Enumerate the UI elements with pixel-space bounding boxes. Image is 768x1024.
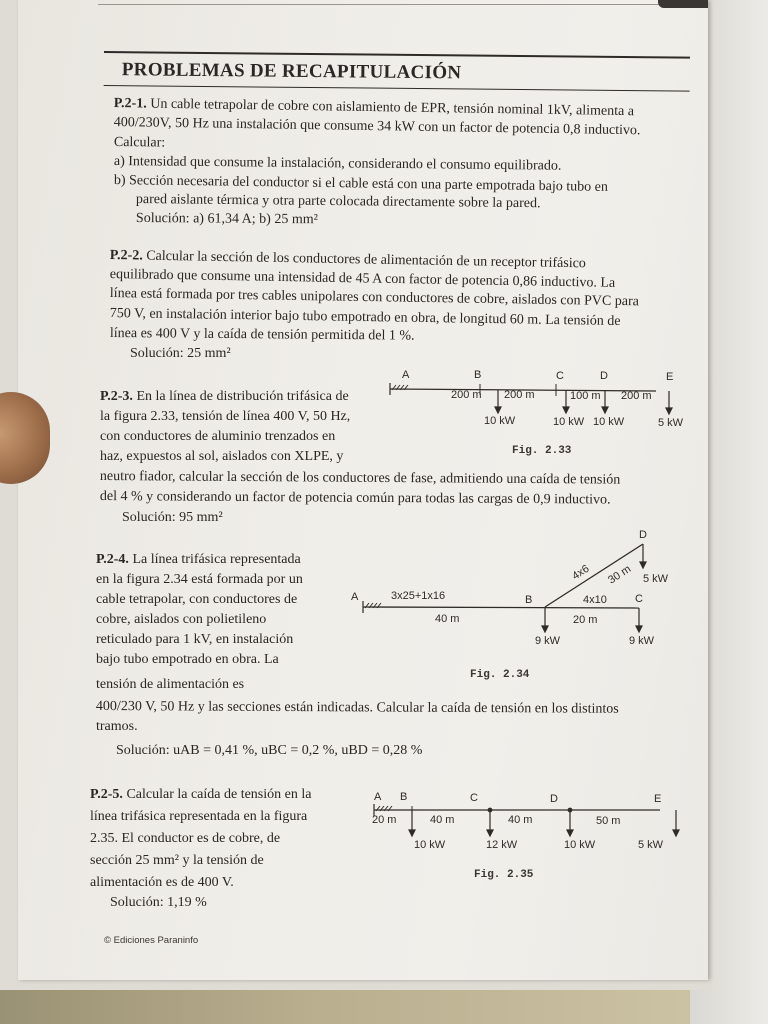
text-line: alimentación es de 400 V.: [90, 875, 234, 890]
section-label: 4x10: [583, 594, 607, 606]
text-line: Un cable tetrapolar de cobre con aislamiento de EPR, tensión nominal 1kV, alimenta a: [150, 96, 635, 120]
load-label: 5 kW: [638, 839, 664, 851]
length-label: 50 m: [596, 815, 621, 827]
text-line: a) Intensidad que consume la instalación, considerando el consumo equilibrado.: [113, 153, 562, 174]
problem-label: P.2-5.: [90, 787, 123, 802]
book-page: [18, 0, 708, 980]
length-label: 30 m: [606, 563, 634, 587]
publisher-footer: © Ediciones Paraninfo: [104, 935, 199, 946]
text-line: pared aislante térmica y otra parte colocada directamente sobre la pared.: [135, 191, 541, 212]
load-label: 12 kW: [486, 839, 518, 851]
solution: Solución: a) 61,34 A; b) 25 mm²: [135, 210, 318, 228]
problem-label: P.2-3.: [100, 389, 133, 404]
length-label: 200 m: [621, 390, 652, 402]
node-label: D: [639, 529, 647, 541]
text-line: reticulado para 1 kV, en instalación: [96, 632, 294, 647]
text-line: 2.35. El conductor es de cobre, de: [90, 831, 281, 846]
load-label: 10 kW: [484, 415, 516, 427]
figure-caption: Fig. 2.35: [474, 869, 534, 881]
figure-2-34-diagram: [343, 526, 669, 656]
text-line: 400/230 V, 50 Hz y las secciones están indicadas. Calcular la caída de tensión en los distintos: [95, 699, 619, 717]
figure-2-35-diagram: [358, 786, 678, 861]
text-line: línea es 400 V y la caída de tensión permitida del 1 %.: [109, 325, 415, 344]
text-line: neutro fiador, calcular la sección de los conductores de fase, admitiendo una caída de tensión: [99, 468, 621, 488]
node-label: C: [470, 792, 478, 804]
text-line: La línea trifásica representada: [132, 552, 301, 567]
text-line: tensión de alimentación es: [96, 677, 245, 692]
length-label: 40 m: [435, 613, 460, 625]
desk-surface: [0, 985, 768, 1024]
text-line: en la figura 2.34 está formada por un: [96, 572, 303, 587]
node-label: D: [600, 370, 608, 382]
text-line: cable tetrapolar, con conductores de: [96, 592, 298, 607]
node-label: D: [550, 793, 558, 805]
load-label: 5 kW: [658, 417, 684, 429]
solution: Solución: 95 mm²: [122, 510, 223, 525]
length-label: 200 m: [451, 389, 482, 401]
text-line: tramos.: [96, 719, 138, 734]
node-label: B: [474, 369, 482, 381]
load-label: 10 kW: [553, 416, 585, 428]
text-line: línea está formada por tres cables unipolares con conductores de cobre, aislados con PVC para: [109, 285, 639, 310]
section-header: [104, 51, 690, 92]
load-label: 5 kW: [643, 573, 669, 585]
text-line: línea trifásica representada en la figura: [90, 809, 308, 824]
text-line: 400/230V, 50 Hz una instalación que consume 34 kW con un factor de potencia 0,8 inductivo.: [113, 114, 641, 139]
length-label: 100 m: [570, 390, 601, 402]
node-label: C: [556, 370, 564, 382]
load-label: 9 kW: [629, 635, 655, 647]
length-label: 200 m: [504, 389, 535, 401]
load-label: 10 kW: [414, 839, 446, 851]
length-label: 20 m: [372, 814, 397, 826]
top-rule: [98, 4, 698, 5]
length-label: 40 m: [430, 814, 455, 826]
load-label: 10 kW: [593, 416, 625, 428]
solution: Solución: uAB = 0,41 %, uBC = 0,2 %, uBD = 0,28 %: [116, 743, 423, 758]
solution: Solución: 25 mm²: [130, 346, 231, 361]
figure-caption: Fig. 2.34: [470, 669, 530, 681]
text-line: equilibrado que consume una intensidad de 45 A con factor de potencia 0,86 inductivo. La: [109, 266, 616, 291]
problem-label: P.2-1.: [113, 95, 147, 112]
text-line: Calcular la sección de los conductores de alimentación de un receptor trifásico: [146, 248, 586, 272]
figure-2-33-diagram: [388, 364, 688, 434]
node-label: C: [635, 593, 643, 605]
text-line: del 4 % y considerando un factor de potencia común para todas las cargas de 0,9 inductivo.: [99, 488, 611, 508]
node-label: A: [351, 591, 359, 603]
figure-caption: Fig. 2.33: [512, 445, 572, 457]
node-label: A: [374, 791, 382, 803]
node-label: B: [400, 791, 408, 803]
text-line: En la línea de distribución trifásica de: [136, 389, 349, 404]
text-line: 750 V, en instalación interior bajo tubo empotrado en obra, de longitud 60 m. La tensión de: [109, 305, 621, 330]
text-line: Calcular la caída de tensión en la: [126, 787, 312, 802]
section-label: 4x6: [570, 562, 592, 583]
node-label: B: [525, 594, 533, 606]
problem-label: P.2-4.: [96, 552, 129, 567]
length-label: 20 m: [573, 614, 598, 626]
load-label: 9 kW: [535, 635, 561, 647]
node-label: A: [402, 369, 410, 381]
text-line: cobre, aislados con polietileno: [96, 612, 267, 627]
node-label: E: [666, 371, 674, 383]
page-corner-mark: [658, 0, 708, 8]
node-label: E: [654, 793, 662, 805]
length-label: 40 m: [508, 814, 533, 826]
text-line: haz, expuestos al sol, aislados con XLPE, y: [100, 449, 344, 464]
text-line: b) Sección necesaria del conductor si el cable está con una parte empotrada bajo tubo en: [113, 172, 609, 195]
solution: Solución: 1,19 %: [110, 895, 207, 910]
text-line: la figura 2.33, tensión de línea 400 V, 50 Hz,: [100, 409, 351, 424]
text-line: con conductores de aluminio trenzados en: [100, 429, 336, 444]
section-label: 3x25+1x16: [391, 590, 446, 602]
text-line: bajo tubo empotrado en obra. La: [96, 652, 279, 667]
problem-label: P.2-2.: [109, 247, 143, 264]
section-title: PROBLEMAS DE RECAPITULACIÓN: [121, 59, 462, 84]
text-line: sección 25 mm² y la tensión de: [90, 853, 264, 868]
text-line: Calcular:: [113, 134, 166, 151]
load-label: 10 kW: [564, 839, 596, 851]
